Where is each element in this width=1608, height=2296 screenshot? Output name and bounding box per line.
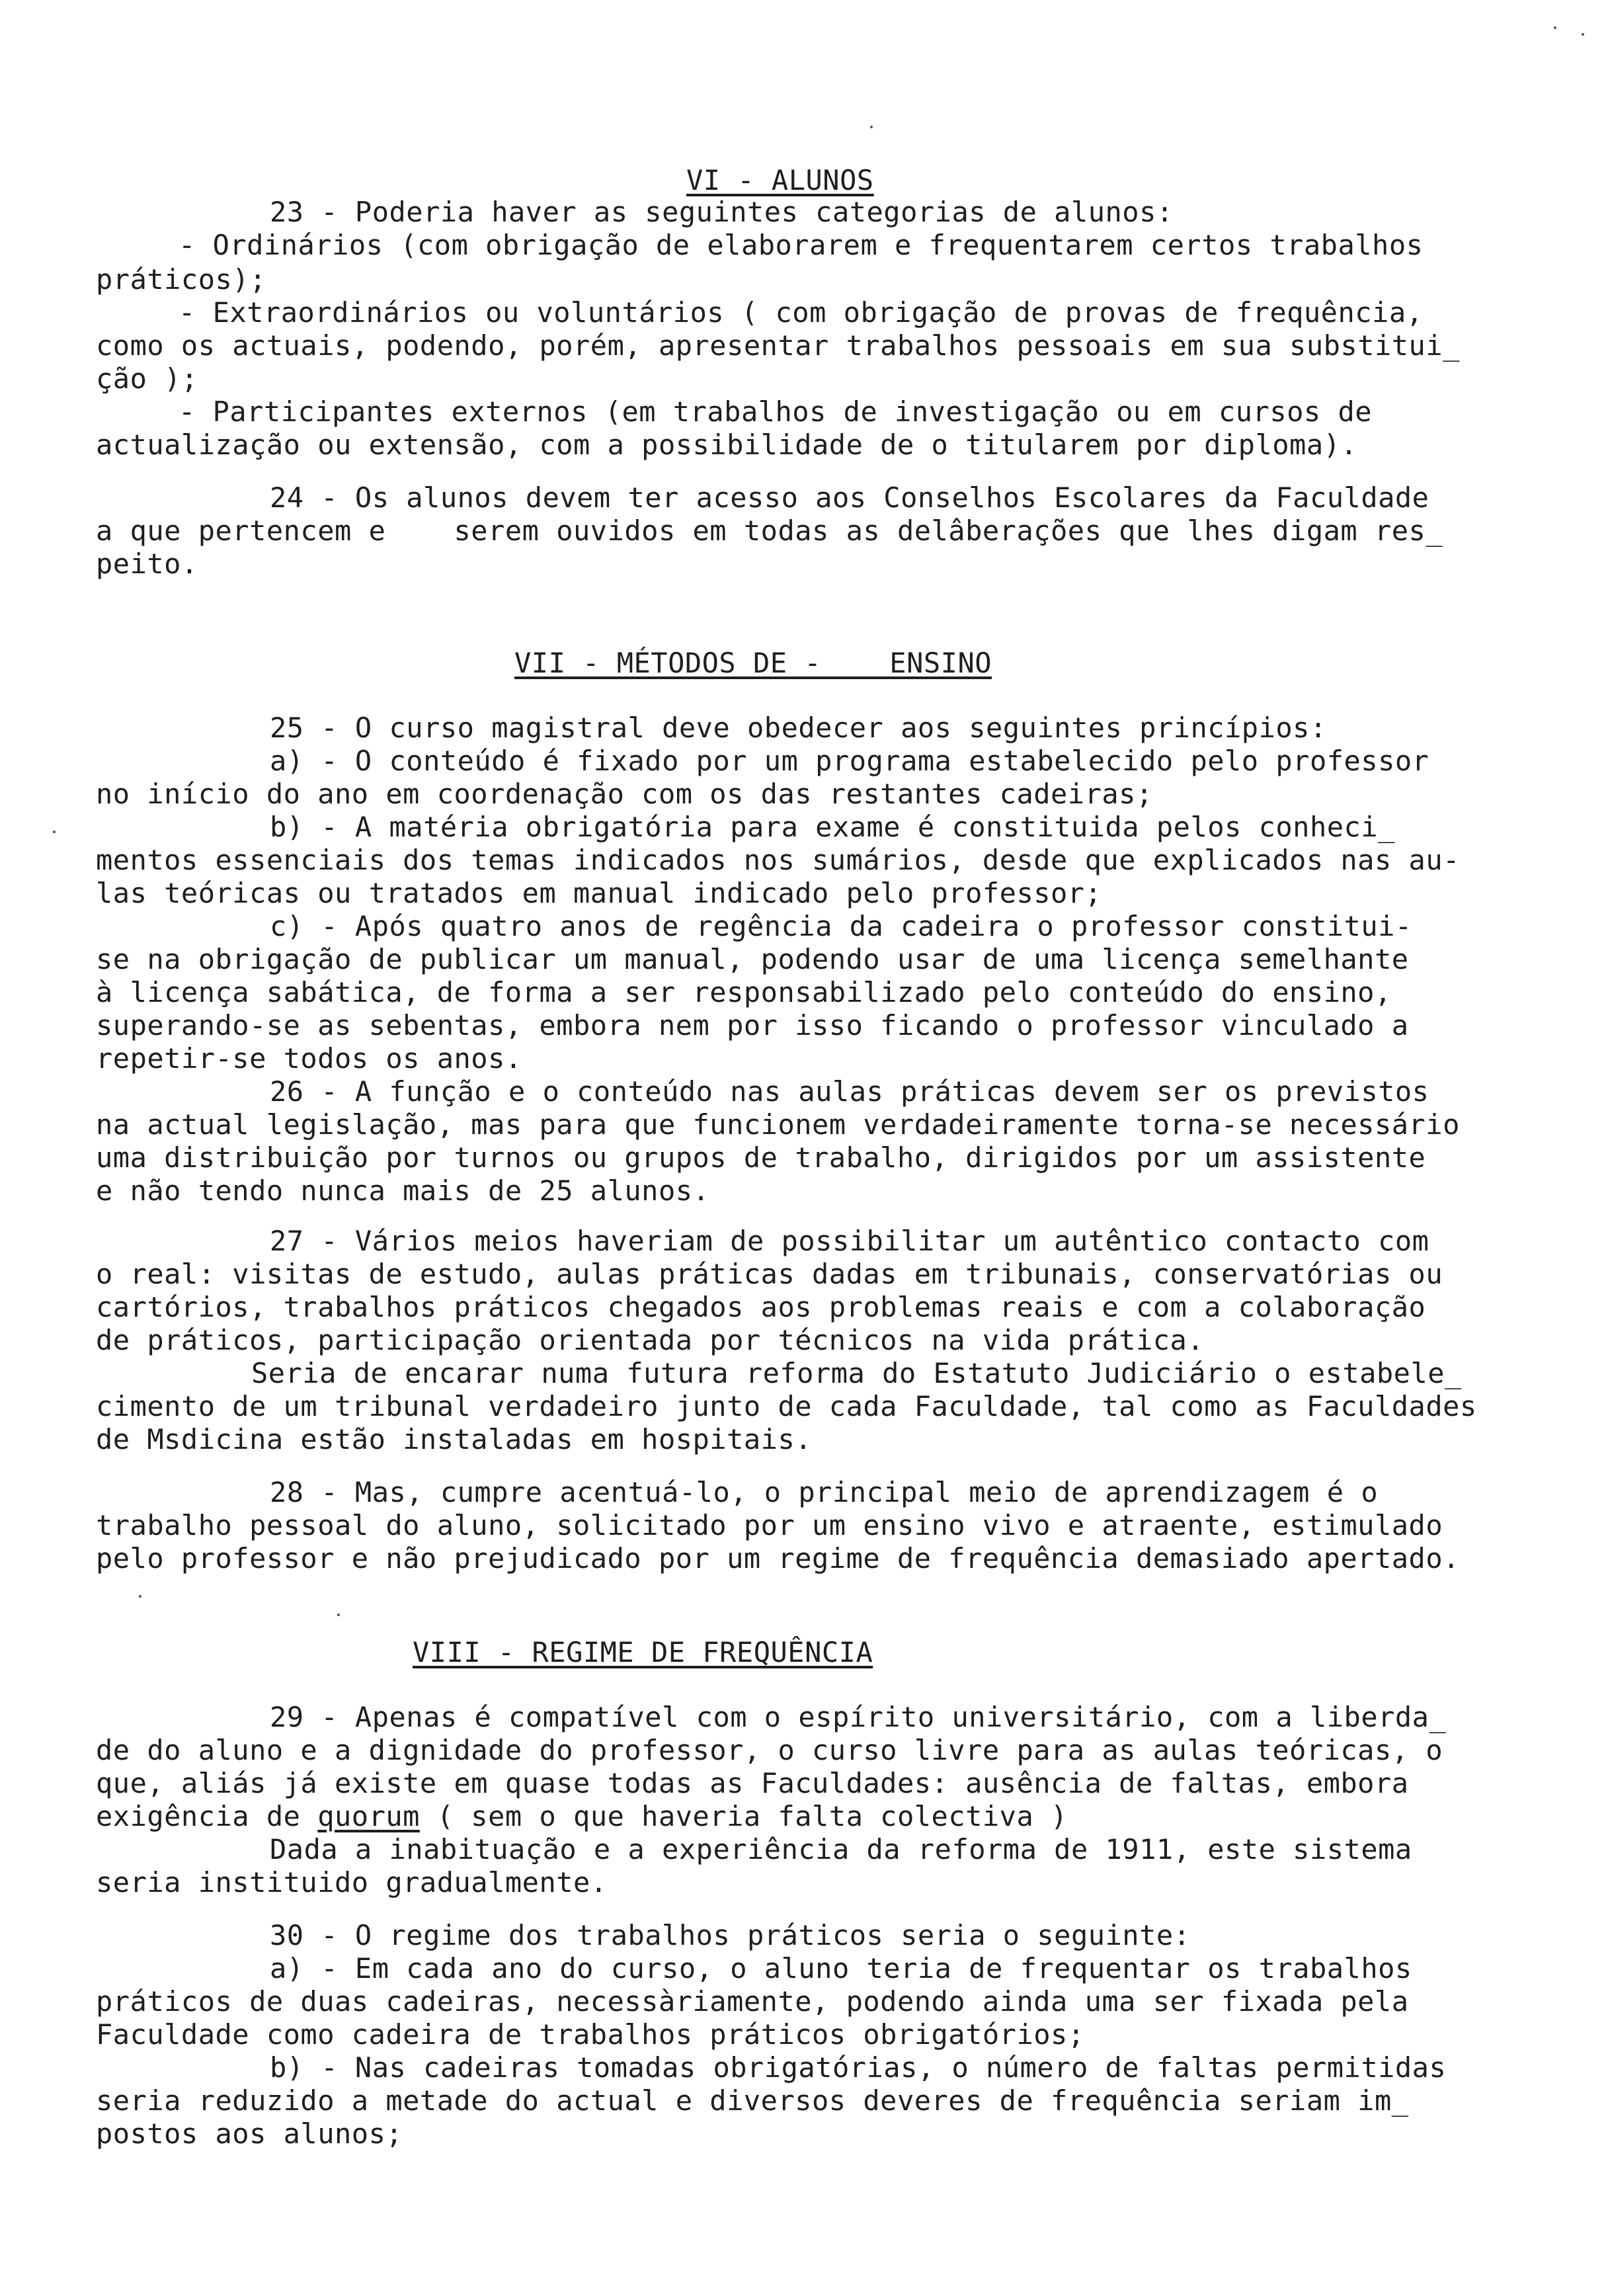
paragraph-25-line: las teóricas ou tratados em manual indicado pelo professor; xyxy=(96,877,1102,909)
section-heading-metodos-de-ensino: VII - MÉTODOS DE - ENSINO xyxy=(514,647,992,679)
paragraph-23-line: actualização ou extensão, com a possibilidade de o titularem por diploma). xyxy=(96,429,1358,461)
paragraph-30-line: 30 - O regime dos trabalhos práticos seria o seguinte: xyxy=(270,1919,1191,1951)
paragraph-29-line: Dada a inabituação e a experiência da reforma de 1911, este sistema xyxy=(270,1833,1412,1866)
paragraph-23-line: ção ); xyxy=(96,362,198,395)
paragraph-29-line: que, aliás já existe em quase todas as Faculdades: ausência de faltas, embora xyxy=(96,1767,1409,1799)
paragraph-30-line: Faculdade como cadeira de trabalhos práticos obrigatórios; xyxy=(96,2018,1085,2051)
paragraph-25-line: mentos essenciais dos temas indicados nos sumários, desde que explicados nas au- xyxy=(96,844,1460,876)
scan-speck xyxy=(1554,26,1556,29)
paragraph-30-line: a) - Em cada ano do curso, o aluno teria de frequentar os trabalhos xyxy=(270,1952,1412,1985)
scan-speck xyxy=(1582,33,1584,36)
paragraph-25-line: se na obrigação de publicar um manual, podendo usar de uma licença semelhante xyxy=(96,943,1409,975)
paragraph-25-line: 25 - O curso magistral deve obedecer aos seguintes princípios: xyxy=(270,712,1327,744)
scan-speck xyxy=(139,1595,141,1598)
paragraph-25-line: no início do ano em coordenação com os das restantes cadeiras; xyxy=(96,778,1153,810)
paragraph-23-line: 23 - Poderia haver as seguintes categorias de alunos: xyxy=(270,196,1174,228)
section-heading-regime-de-frequencia: VIII - REGIME DE FREQUÊNCIA xyxy=(413,1636,873,1668)
paragraph-30-line: postos aos alunos; xyxy=(96,2117,403,2150)
paragraph-25-line: superando-se as sebentas, embora nem por isso ficando o professor vinculado a xyxy=(96,1009,1409,1042)
section-heading-alunos: VI - ALUNOS xyxy=(686,164,874,196)
paragraph-26-line: uma distribuição por turnos ou grupos de trabalho, dirigidos por um assistente xyxy=(96,1141,1426,1174)
paragraph-27-line: o real: visitas de estudo, aulas práticas dadas em tribunais, conservatórias ou xyxy=(96,1258,1443,1290)
paragraph-27-line: 27 - Vários meios haveriam de possibilitar um autêntico contacto com xyxy=(270,1225,1429,1257)
paragraph-27-line: de Msdicina estão instaladas em hospitais. xyxy=(96,1423,813,1456)
paragraph-30-line: práticos de duas cadeiras, necessàriamente, podendo ainda uma ser fixada pela xyxy=(96,1985,1409,2018)
paragraph-30-line: seria reduzido a metade do actual e diversos deveres de frequência seriam im_ xyxy=(96,2084,1409,2117)
paragraph-26-line: na actual legislação, mas para que funcionem verdadeiramente torna-se necessário xyxy=(96,1108,1460,1141)
paragraph-29-line xyxy=(96,1800,1068,1833)
paragraph-25-line: à licença sabática, de forma a ser responsabilizado pelo conteúdo do ensino, xyxy=(96,976,1392,1008)
paragraph-29-line: de do aluno e a dignidade do professor, o curso livre para as aulas teóricas, o xyxy=(96,1734,1443,1766)
paragraph-28-line: 28 - Mas, cumpre acentuá-lo, o principal meio de aprendizagem é o xyxy=(270,1476,1379,1508)
paragraph-27-line: de práticos, participação orientada por técnicos na vida prática. xyxy=(96,1324,1205,1356)
paragraph-27-line: cimento de um tribunal verdadeiro junto de cada Faculdade, tal como as Faculdades xyxy=(96,1390,1477,1422)
scan-speck xyxy=(337,1614,340,1616)
scan-speck xyxy=(870,126,873,128)
paragraph-23-line: - Participantes externos (em trabalhos de investigação ou em cursos de xyxy=(179,395,1373,428)
paragraph-23-line: práticos); xyxy=(96,263,266,296)
paragraph-25-line: c) - Após quatro anos de regência da cadeira o professor constitui- xyxy=(270,910,1412,942)
paragraph-29-line: 29 - Apenas é compatível com o espírito universitário, com a liberda_ xyxy=(270,1701,1447,1733)
paragraph-26-line: e não tendo nunca mais de 25 alunos. xyxy=(96,1174,710,1207)
paragraph-23-line: como os actuais, podendo, porém, apresentar trabalhos pessoais em sua substitui_ xyxy=(96,329,1460,362)
paragraph-26-line: 26 - A função e o conteúdo nas aulas práticas devem ser os previstos xyxy=(270,1075,1429,1108)
paragraph-28-line: trabalho pessoal do aluno, solicitado por um ensino vivo e atraente, estimulado xyxy=(96,1509,1443,1541)
quorum-trail-text: ( sem o que haveria falta colectiva ) xyxy=(419,1800,1068,1832)
paragraph-25-line: repetir-se todos os anos. xyxy=(96,1042,522,1075)
paragraph-24-line: a que pertencem e serem ouvidos em todas as delâberações que lhes digam res_ xyxy=(96,514,1443,547)
paragraph-24-line: peito. xyxy=(96,548,198,580)
paragraph-25-line: a) - O conteúdo é fixado por um programa estabelecido pelo professor xyxy=(270,745,1429,777)
scan-speck xyxy=(53,831,56,833)
paragraph-23-line: - Extraordinários ou voluntários ( com obrigação de provas de frequência, xyxy=(179,296,1424,329)
paragraph-27-line: cartórios, trabalhos práticos chegados aos problemas reais e com a colaboração xyxy=(96,1291,1426,1323)
paragraph-30-line: b) - Nas cadeiras tomadas obrigatórias, o número de faltas permitidas xyxy=(270,2051,1447,2084)
paragraph-28-line: pelo professor e não prejudicado por um regime de frequência demasiado apertado. xyxy=(96,1542,1460,1575)
quorum-lead-text: exigência de xyxy=(96,1800,318,1832)
paragraph-27-line: Seria de encarar numa futura reforma do Estatuto Judiciário o estabele_ xyxy=(251,1357,1462,1389)
paragraph-25-line: b) - A matéria obrigatória para exame é constituida pelos conheci_ xyxy=(270,811,1395,843)
paragraph-23-line: - Ordinários (com obrigação de elaborarem e frequentarem certos trabalhos xyxy=(179,229,1424,261)
quorum-underlined-word: quorum xyxy=(317,1800,420,1832)
paragraph-24-line: 24 - Os alunos devem ter acesso aos Conselhos Escolares da Faculdade xyxy=(270,481,1429,514)
paragraph-29-line: seria instituido gradualmente. xyxy=(96,1866,608,1899)
